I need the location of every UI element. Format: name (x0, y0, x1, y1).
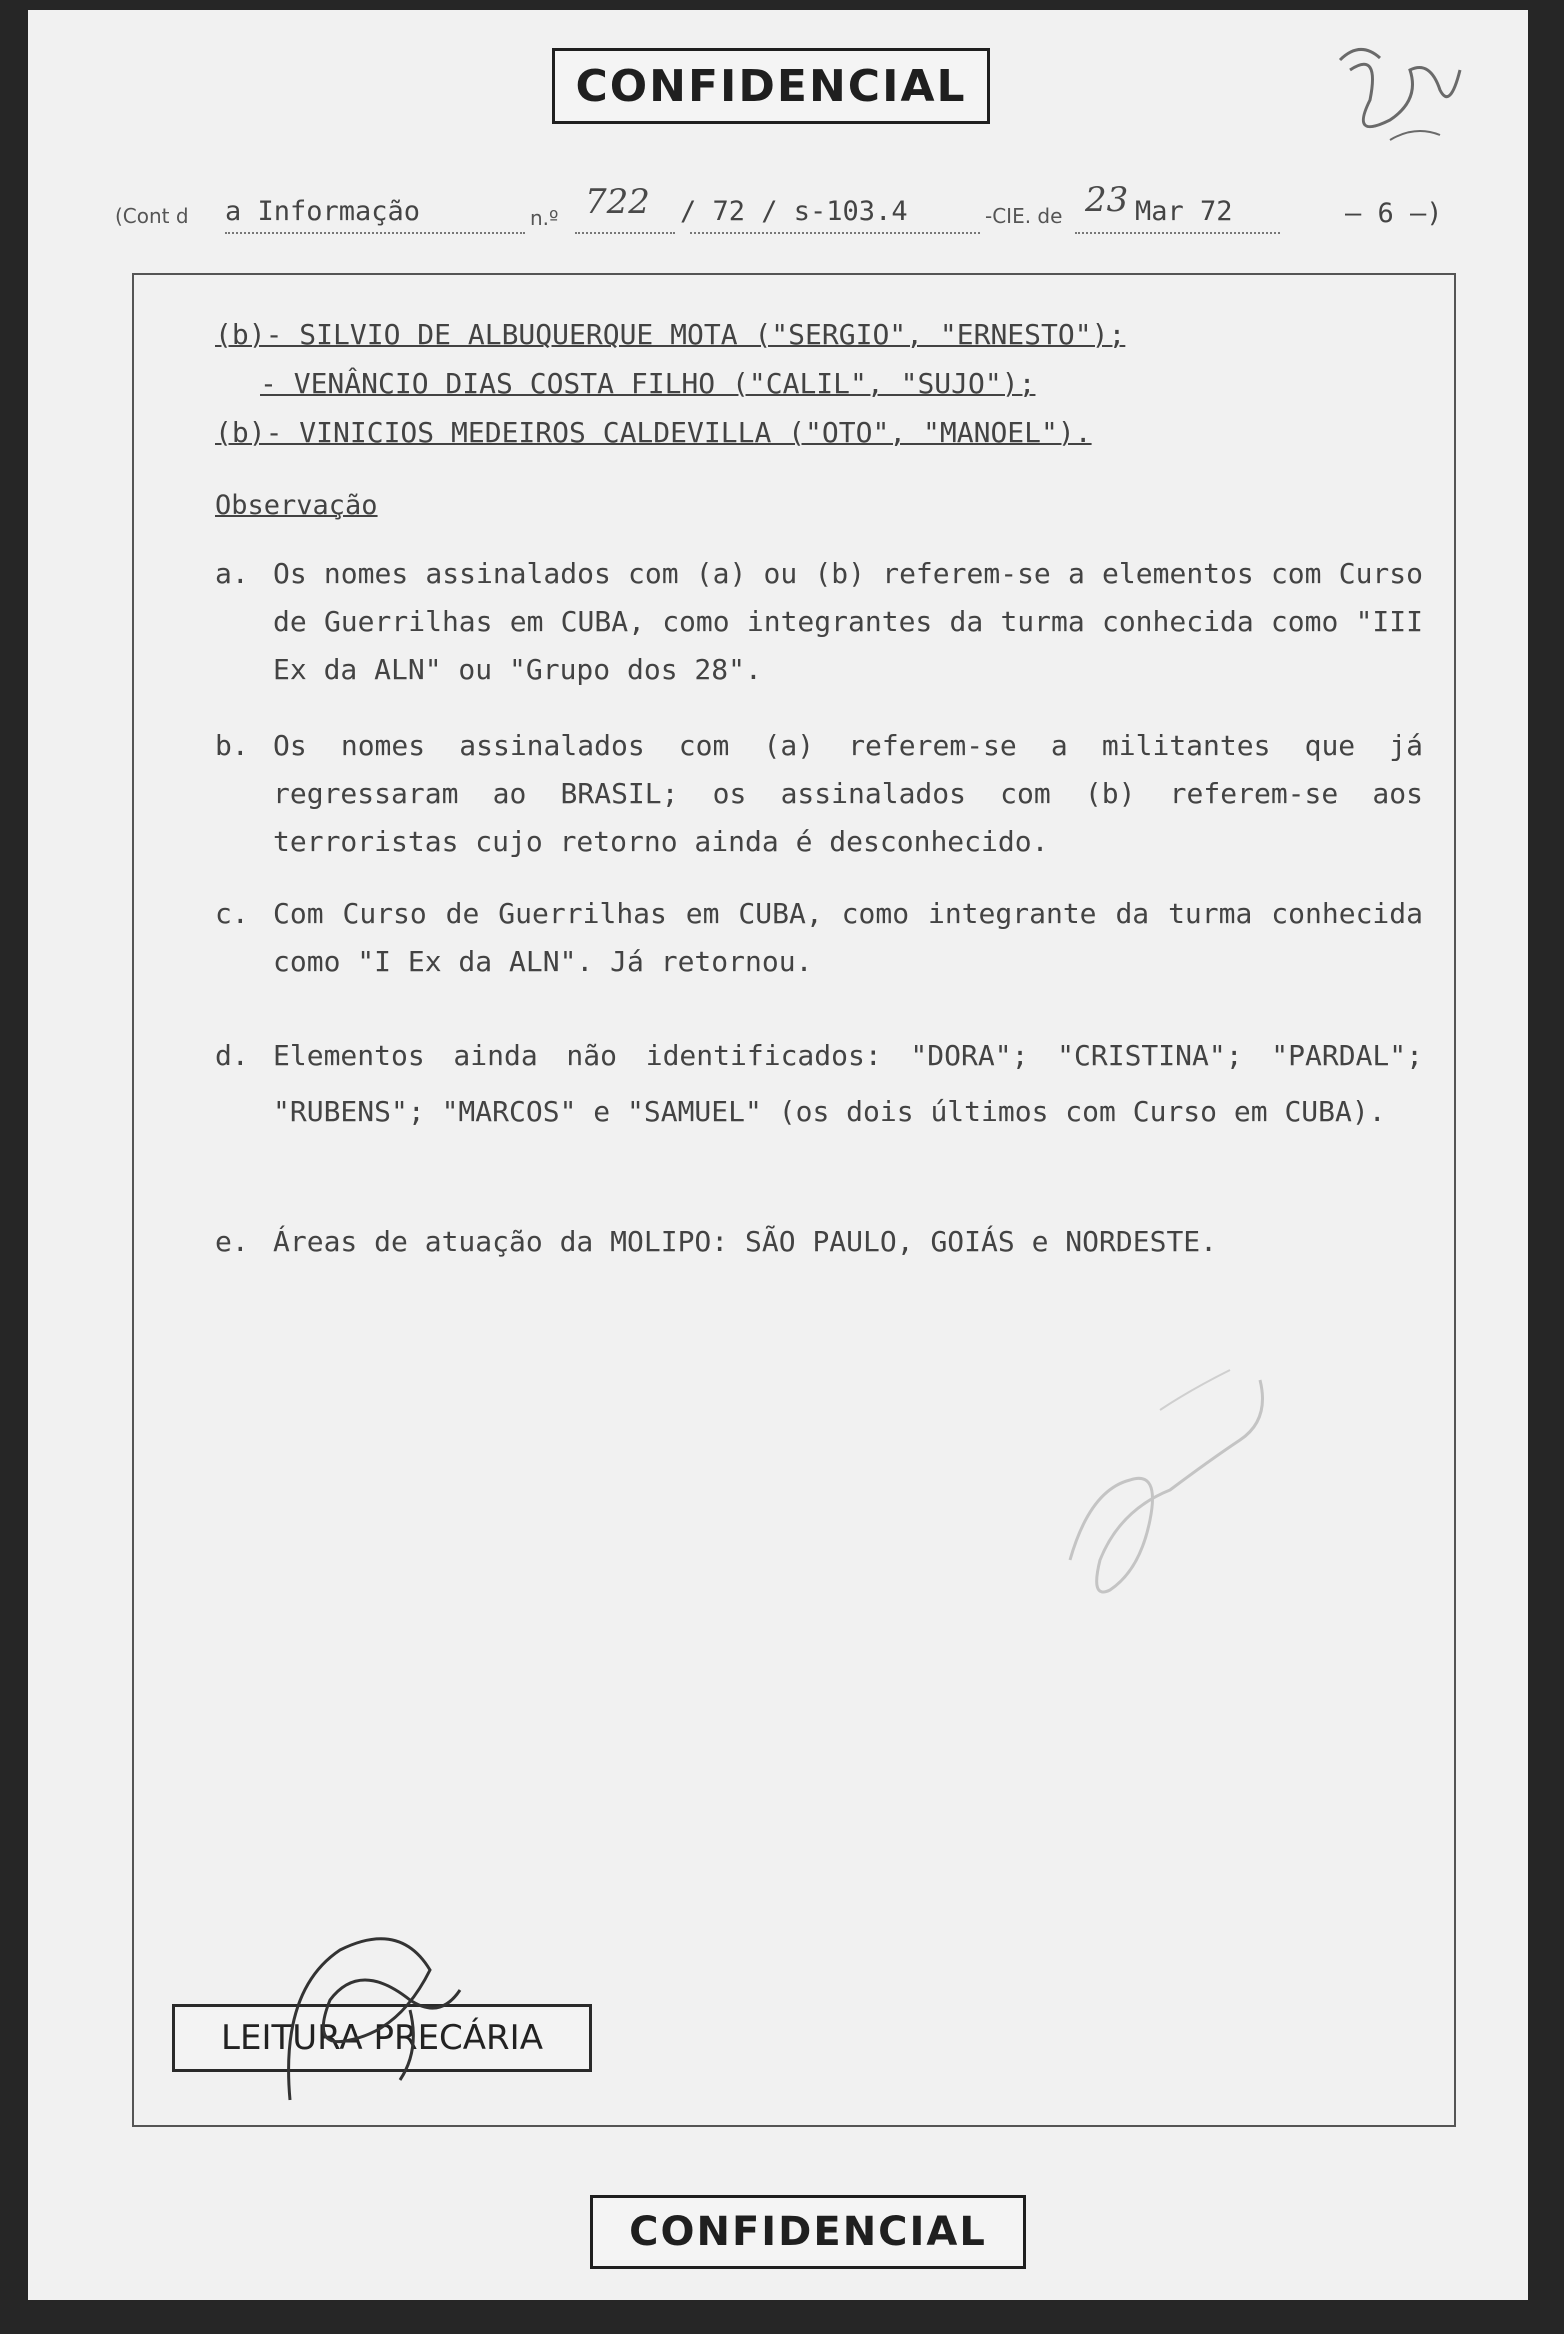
item-text: Os nomes assinalados com (a) ou (b) referem-se a elementos com Curso de Guerrilhas em CUBA, como integrantes da turma conhecida como "III Ex da ALN" ou "Grupo dos 28". (273, 557, 1423, 686)
item-text: Com Curso de Guerrilhas em CUBA, como integrante da turma conhecida como "I Ex da ALN". Já retornou. (273, 897, 1423, 978)
item-marker: e. (215, 1225, 249, 1258)
item-marker: a. (215, 557, 249, 590)
document-header (115, 180, 1465, 240)
item-marker: b. (215, 729, 249, 762)
item-marker: c. (215, 897, 249, 930)
item-text: Áreas de atuação da MOLIPO: SÃO PAULO, GOIÁS e NORDESTE. (273, 1225, 1218, 1258)
header-numero-label: n.º (530, 206, 559, 230)
header-date-rest: Mar 72 (1135, 196, 1233, 227)
confidencial-stamp-top: CONFIDENCIAL (552, 48, 990, 124)
observacao-item-e (215, 1218, 1425, 1268)
header-date-day: 23 (1085, 180, 1129, 220)
header-reference: / 72 / s-103.4 (680, 196, 908, 227)
item-marker: d. (215, 1039, 249, 1072)
item-text: Os nomes assinalados com (a) referem-se a militantes que já regressaram ao BRASIL; os assinalados com (b) referem-se aos terroristas cujo retorno ainda é desconhecido. (273, 729, 1423, 858)
header-page-number: — 6 —) (1345, 198, 1443, 229)
observacao-title: Observação (215, 490, 378, 521)
name-line-2: - VENÂNCIO DIAS COSTA FILHO ("CALIL", "SUJO"); (260, 367, 1036, 400)
observacao-item-a (215, 550, 1425, 700)
observacao-item-b (215, 722, 1425, 872)
leitura-precaria-stamp: LEITURA PRECÁRIA (172, 2004, 592, 2072)
name-line-1: (b)- SILVIO DE ALBUQUERQUE MOTA ("SERGIO", "ERNESTO"); (215, 318, 1126, 351)
observacao-item-c (215, 890, 1425, 990)
item-text: Elementos ainda não identificados: "DORA"; "CRISTINA"; "PARDAL"; "RUBENS"; "MARCOS" e "SAMUEL" (os dois últimos com Curso em CUBA). (273, 1039, 1423, 1128)
header-cie-label: -CIE. de (985, 204, 1063, 228)
header-cont: (Cont d (115, 204, 189, 228)
observacao-item-d (215, 1028, 1425, 1188)
header-informacao: a Informação (225, 196, 421, 227)
header-numero-value: 722 (585, 182, 650, 222)
confidencial-stamp-bottom: CONFIDENCIAL (590, 2195, 1026, 2269)
name-line-3: (b)- VINICIOS MEDEIROS CALDEVILLA ("OTO", "MANOEL"). (215, 416, 1092, 449)
